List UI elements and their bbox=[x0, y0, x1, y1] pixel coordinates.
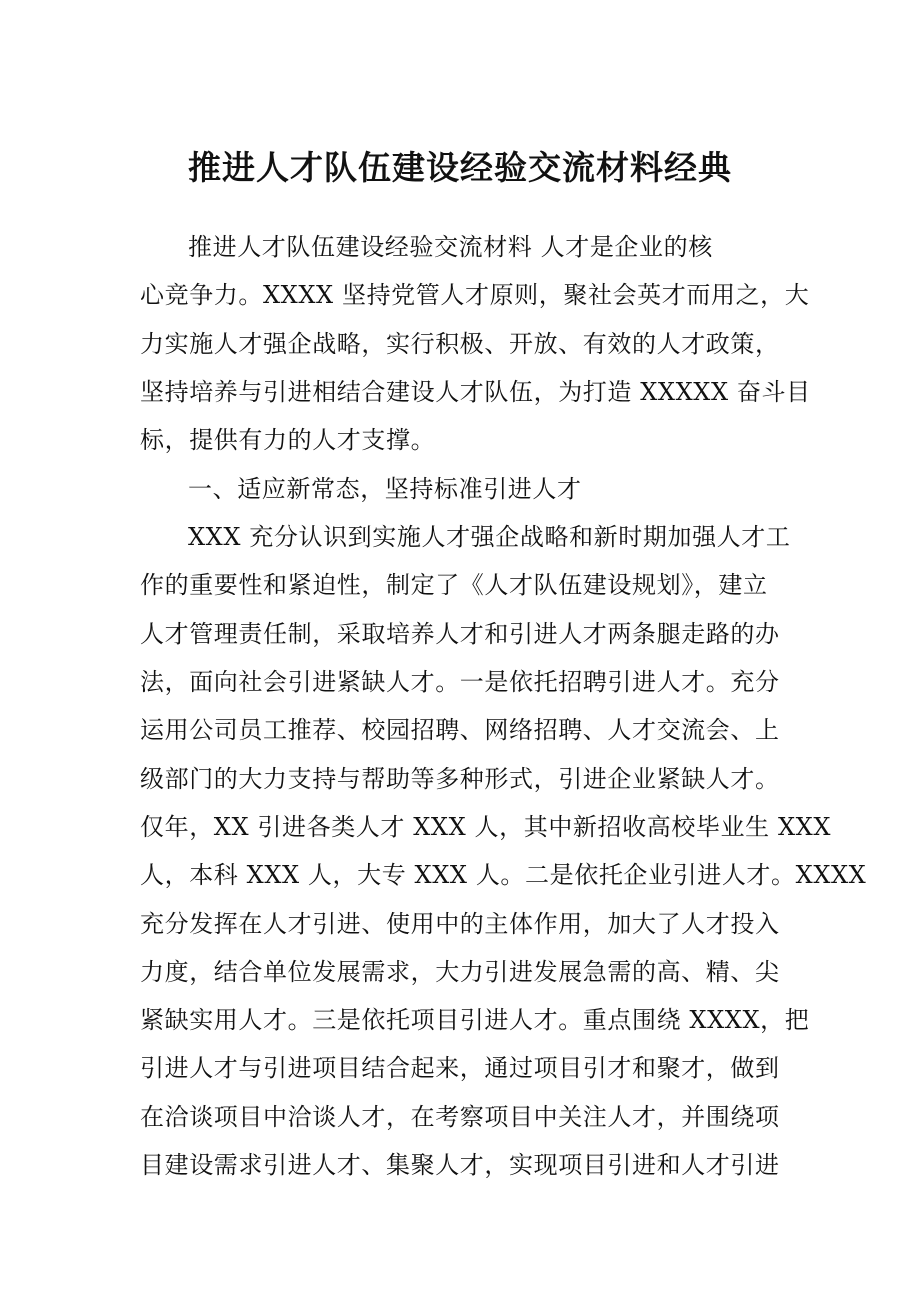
paragraph-line: 标，提供有力的人才支撑。 bbox=[140, 426, 436, 454]
paragraph-line: 充分发挥在人才引进、使用中的主体作用，加大了人才投入 bbox=[140, 910, 780, 938]
paragraph-line: 运用公司员工推荐、校园招聘、网络招聘、人才交流会、上 bbox=[140, 716, 780, 744]
paragraph-line: 力实施人才强企战略，实行积极、开放、有效的人才政策， bbox=[140, 330, 780, 358]
paragraph-line: 作的重要性和紧迫性，制定了《人才队伍建设规划》，建立 bbox=[140, 571, 768, 599]
paragraph-line: 心竞争力。XXXX 坚持党管人才原则，聚社会英才而用之，大 bbox=[140, 281, 810, 309]
paragraph-line: 推进人才队伍建设经验交流材料 人才是企业的核 bbox=[188, 233, 713, 261]
paragraph-line: XXX 充分认识到实施人才强企战略和新时期加强人才工 bbox=[188, 523, 791, 551]
paragraph-line: 紧缺实用人才。三是依托项目引进人才。重点围绕 XXXX，把 bbox=[140, 1006, 810, 1034]
paragraph-line: 坚持培养与引进相结合建设人才队伍，为打造 XXXXX 奋斗目 bbox=[140, 378, 811, 406]
paragraph-line: 引进人才与引进项目结合起来，通过项目引才和聚才，做到 bbox=[140, 1054, 780, 1082]
paragraph-line: 力度，结合单位发展需求，大力引进发展急需的高、精、尖 bbox=[140, 958, 780, 986]
document-title: 推进人才队伍建设经验交流材料经典 bbox=[188, 148, 732, 187]
paragraph-line: 在洽谈项目中洽谈人才，在考察项目中关注人才，并围绕项 bbox=[140, 1103, 780, 1131]
paragraph-line: 人，本科 XXX 人，大专 XXX 人。二是依托企业引进人才。XXXX bbox=[140, 861, 867, 889]
paragraph-line: 法，面向社会引进紧缺人才。一是依托招聘引进人才。充分 bbox=[140, 668, 780, 696]
paragraph-line: 级部门的大力支持与帮助等多种形式，引进企业紧缺人才。 bbox=[140, 765, 780, 793]
paragraph-line: 仅年，XX 引进各类人才 XXX 人，其中新招收高校毕业生 XXX bbox=[140, 813, 832, 841]
section-heading: 一、适应新常态，坚持标准引进人才 bbox=[188, 475, 582, 503]
paragraph-line: 人才管理责任制，采取培养人才和引进人才两条腿走路的办 bbox=[140, 620, 780, 648]
paragraph-line: 目建设需求引进人才、集聚人才，实现项目引进和人才引进 bbox=[140, 1151, 780, 1179]
